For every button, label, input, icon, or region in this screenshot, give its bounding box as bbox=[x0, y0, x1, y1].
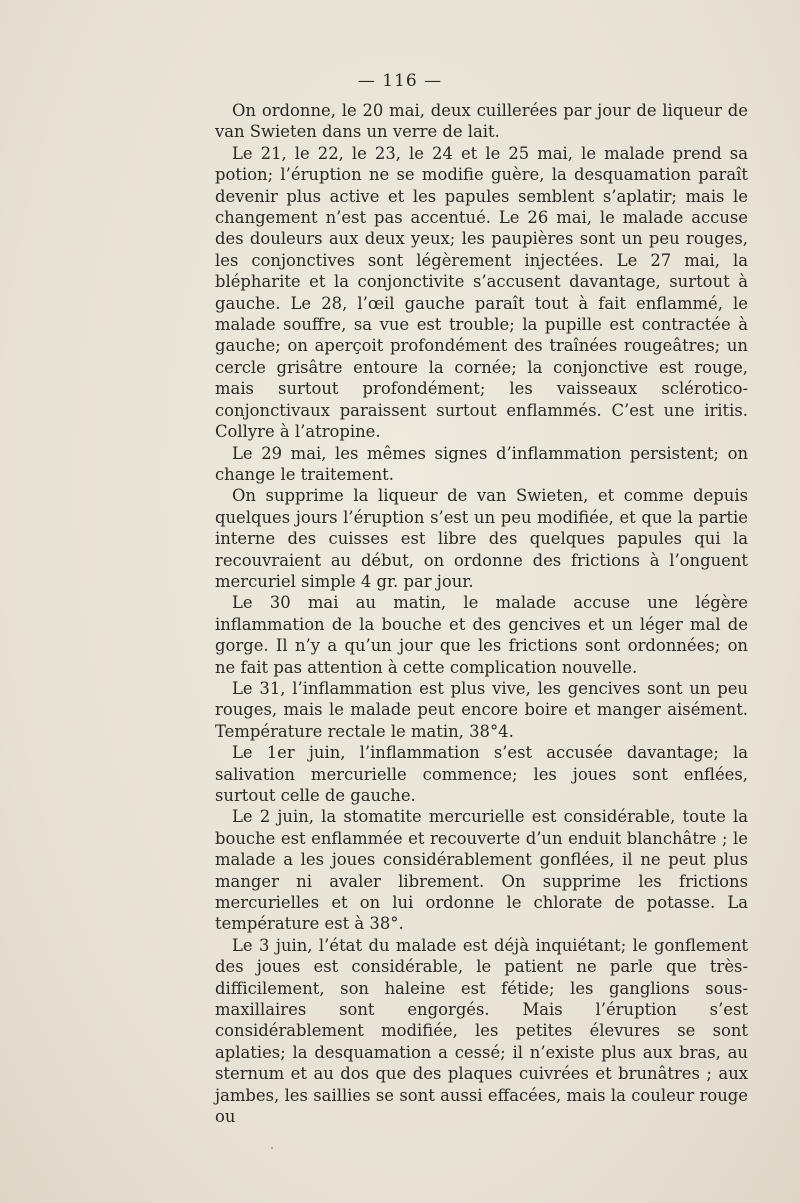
paragraph: Le 3 juin, l’état du malade est déjà inquiétant; le gonflement des joues est considérable, le patient ne parle que très-difficilement, son haleine est fétide; les ganglions sous-maxillaires sont engorgés. Mais l’éruption s’est considérablement modifiée, les petites élevures se sont aplaties; la desquamation a cessé; il n’existe plus aux bras, au sternum et au dos que des plaques cuivrées et brunâtres ; aux jambes, les saillies se sont aussi effacées, mais la couleur rouge ou bbox=[215, 935, 748, 1127]
paragraph: Le 21, le 22, le 23, le 24 et le 25 mai, le malade prend sa potion; l’éruption ne se modifie guère, la desquamation paraît devenir plus active et les papules semblent s’aplatir; mais le changement n’est pas accentué. Le 26 mai, le malade accuse des douleurs aux deux yeux; les paupières sont un peu rouges, les conjonctives sont légèrement injectées. Le 27 mai, la blépharite et la conjonctivite s’accusent davantage, surtout à gauche. Le 28, l’œil gauche paraît tout à fait enflammé, le malade souffre, sa vue est trouble; la pupille est contractée à gauche; on aperçoit profondément des traînées rougeâtres; un cercle grisâtre entoure la cornée; la conjonctive est rouge, mais surtout profondément; les vaisseaux sclérotico-conjonctivaux paraissent surtout enflammés. C’est une iritis. Collyre à l’atropine. bbox=[215, 143, 748, 442]
paper-speck bbox=[271, 1147, 273, 1149]
paragraph: Le 31, l’inflammation est plus vive, les gencives sont un peu rouges, mais le malade peut encore boire et manger aisément. Température rectale le matin, 38°4. bbox=[215, 678, 748, 741]
paragraph: Le 30 mai au matin, le malade accuse une légère inflammation de la bouche et des gencives et un léger mal de gorge. Il n’y a qu’un jour que les frictions sont ordonnées; on ne fait pas attention à cette complication nouvelle. bbox=[215, 593, 748, 677]
paragraph: Le 29 mai, les mêmes signes d’inflammation persistent; on change le traitement. bbox=[215, 443, 748, 484]
paragraph: On supprime la liqueur de van Swieten, et comme depuis quelques jours l’éruption s’est un peu modifiée, et que la partie interne des cuisses est libre des quelques papules qui la recouvraient au début, on ordonne des frictions à l’onguent mercuriel simple 4 gr. par jour. bbox=[215, 486, 748, 591]
body-text bbox=[215, 100, 748, 1128]
paragraph: On ordonne, le 20 mai, deux cuillerées par jour de liqueur de van Swieten dans un verre de lait. bbox=[215, 101, 748, 142]
page-number: — 116 — bbox=[357, 71, 443, 91]
paragraph: Le 1er juin, l’inflammation s’est accusée davantage; la salivation mercurielle commence; les joues sont enflées, surtout celle de gauche. bbox=[215, 743, 748, 805]
paragraph: Le 2 juin, la stomatite mercurielle est considérable, toute la bouche est enflammée et recouverte d’un enduit blanchâtre ; le malade a les joues considérablement gonflées, il ne peut plus manger ni avaler librement. On supprime les frictions mercurielles et on lui ordonne le chlorate de potasse. La température est à 38°. bbox=[215, 807, 748, 934]
